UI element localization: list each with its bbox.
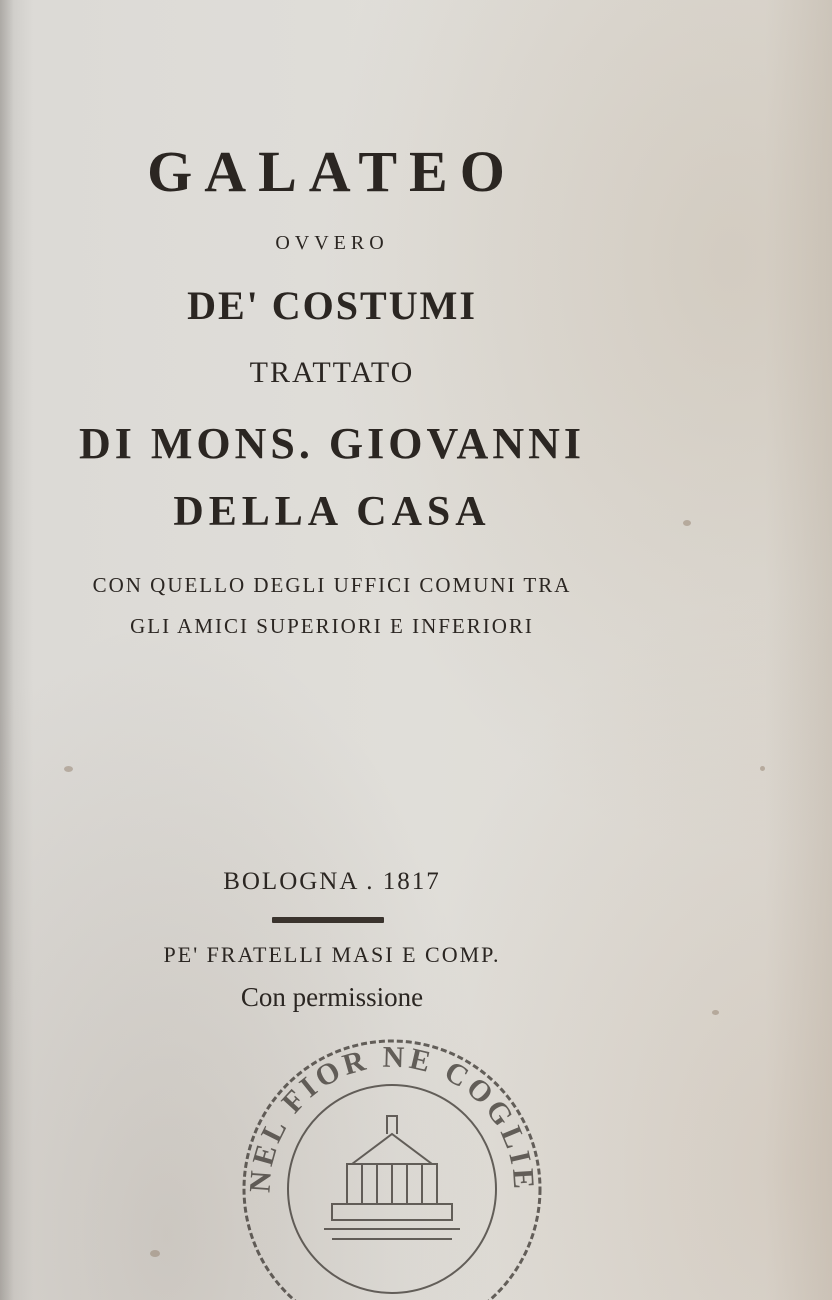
description-line-1: CON QUELLO DEGLI UFFICI COMUNI TRA bbox=[92, 573, 572, 597]
foxing-spot bbox=[683, 520, 691, 526]
printer-line: PE' FRATELLI MASI E COMP. bbox=[163, 942, 501, 967]
trattato-line: TRATTATO bbox=[249, 356, 415, 389]
ovvero-line: OVVERO bbox=[275, 232, 389, 254]
foxing-spot bbox=[150, 1250, 160, 1257]
book-title: GALATEO bbox=[147, 139, 517, 204]
subtitle: DE' COSTUMI bbox=[187, 283, 477, 328]
library-stamp bbox=[232, 1024, 552, 1300]
foxing-spot bbox=[64, 766, 73, 772]
imprint-place-year: BOLOGNA . 1817 bbox=[223, 868, 441, 895]
stamp-text: NEL FIOR NE COGLIE bbox=[243, 1040, 541, 1194]
author-line-2: DELLA CASA bbox=[173, 489, 491, 535]
imprint-divider bbox=[272, 917, 384, 923]
foxing-spot bbox=[760, 766, 765, 771]
foxing-spot bbox=[712, 1010, 719, 1015]
stamp-building-icon bbox=[324, 1116, 460, 1239]
author-line-1: DI MONS. GIOVANNI bbox=[78, 419, 586, 468]
permission-line: Con permissione bbox=[240, 982, 424, 1012]
description-line-2: GLI AMICI SUPERIORI E INFERIORI bbox=[130, 614, 534, 638]
